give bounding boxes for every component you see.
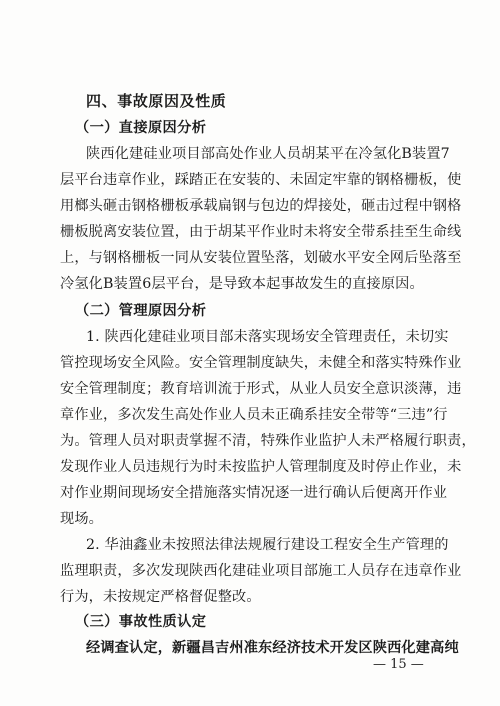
paragraph-line: 1. 陕西化建硅业项目部未落实现场安全管理责任，未切实 <box>86 329 449 345</box>
paragraph-line: 现场。 <box>60 511 104 527</box>
paragraph-line: 对作业期间现场安全措施落实情况逐一进行确认后便离开作业 <box>60 485 448 501</box>
paragraph-line: 管控现场安全风险。安全管理制度缺失，未健全和落实特殊作业 <box>60 355 462 371</box>
paragraph-line: 发现作业人员违规行为时未按监护人管理制度及时停止作业，未 <box>60 459 462 475</box>
page-number: — 15 — <box>373 657 424 672</box>
paragraph-line: 层平台违章作业，踩踏正在安装的、未固定牢靠的钢格栅板，使 <box>60 172 462 188</box>
paragraph-line: 2. 华油鑫业未按照法律法规履行建设工程安全生产管理的 <box>86 537 449 553</box>
section-heading: 四、事故原因及性质 <box>86 92 227 110</box>
paragraph-line: 行为，未按规定严格督促整改。 <box>60 589 261 605</box>
subsection-title-nature: （三）事故性质认定 <box>75 614 207 630</box>
paragraph-line: 冷氢化B装置6层平台，是导致本起事故发生的直接原因。 <box>60 276 424 292</box>
paragraph-line: 安全管理制度；教育培训流于形式，从业人员安全意识淡薄，违 <box>60 381 462 397</box>
paragraph-line: 为。管理人员对职责掌握不清，特殊作业监护人未严格履行职责， <box>60 433 476 449</box>
paragraph-line: 监理职责，多次发现陕西化建硅业项目部施工人员存在违章作业 <box>60 563 462 579</box>
subsection-title-management-cause: （二）管理原因分析 <box>75 303 207 319</box>
subsection-title-direct-cause: （一）直接原因分析 <box>75 120 207 136</box>
paragraph-line: 上，与钢格栅板一同从安装位置坠落，划破水平安全网后坠落至 <box>60 250 462 266</box>
paragraph-line: 章作业，多次发生高处作业人员未正确系挂安全带等“三违”行 <box>60 407 448 423</box>
paragraph-line: 用榔头砸击钢格栅板承载扁钢与包边的焊接处，砸击过程中钢格 <box>60 198 462 214</box>
paragraph-line: 栅板脱离安装位置，由于胡某平作业时未将安全带系挂至生命线 <box>60 224 462 240</box>
paragraph-line: 陕西化建硅业项目部高处作业人员胡某平在冷氢化B装置7 <box>86 146 450 162</box>
paragraph-line: 经调查认定，新疆昌吉州准东经济技术开发区陕西化建高纯 <box>86 640 459 656</box>
